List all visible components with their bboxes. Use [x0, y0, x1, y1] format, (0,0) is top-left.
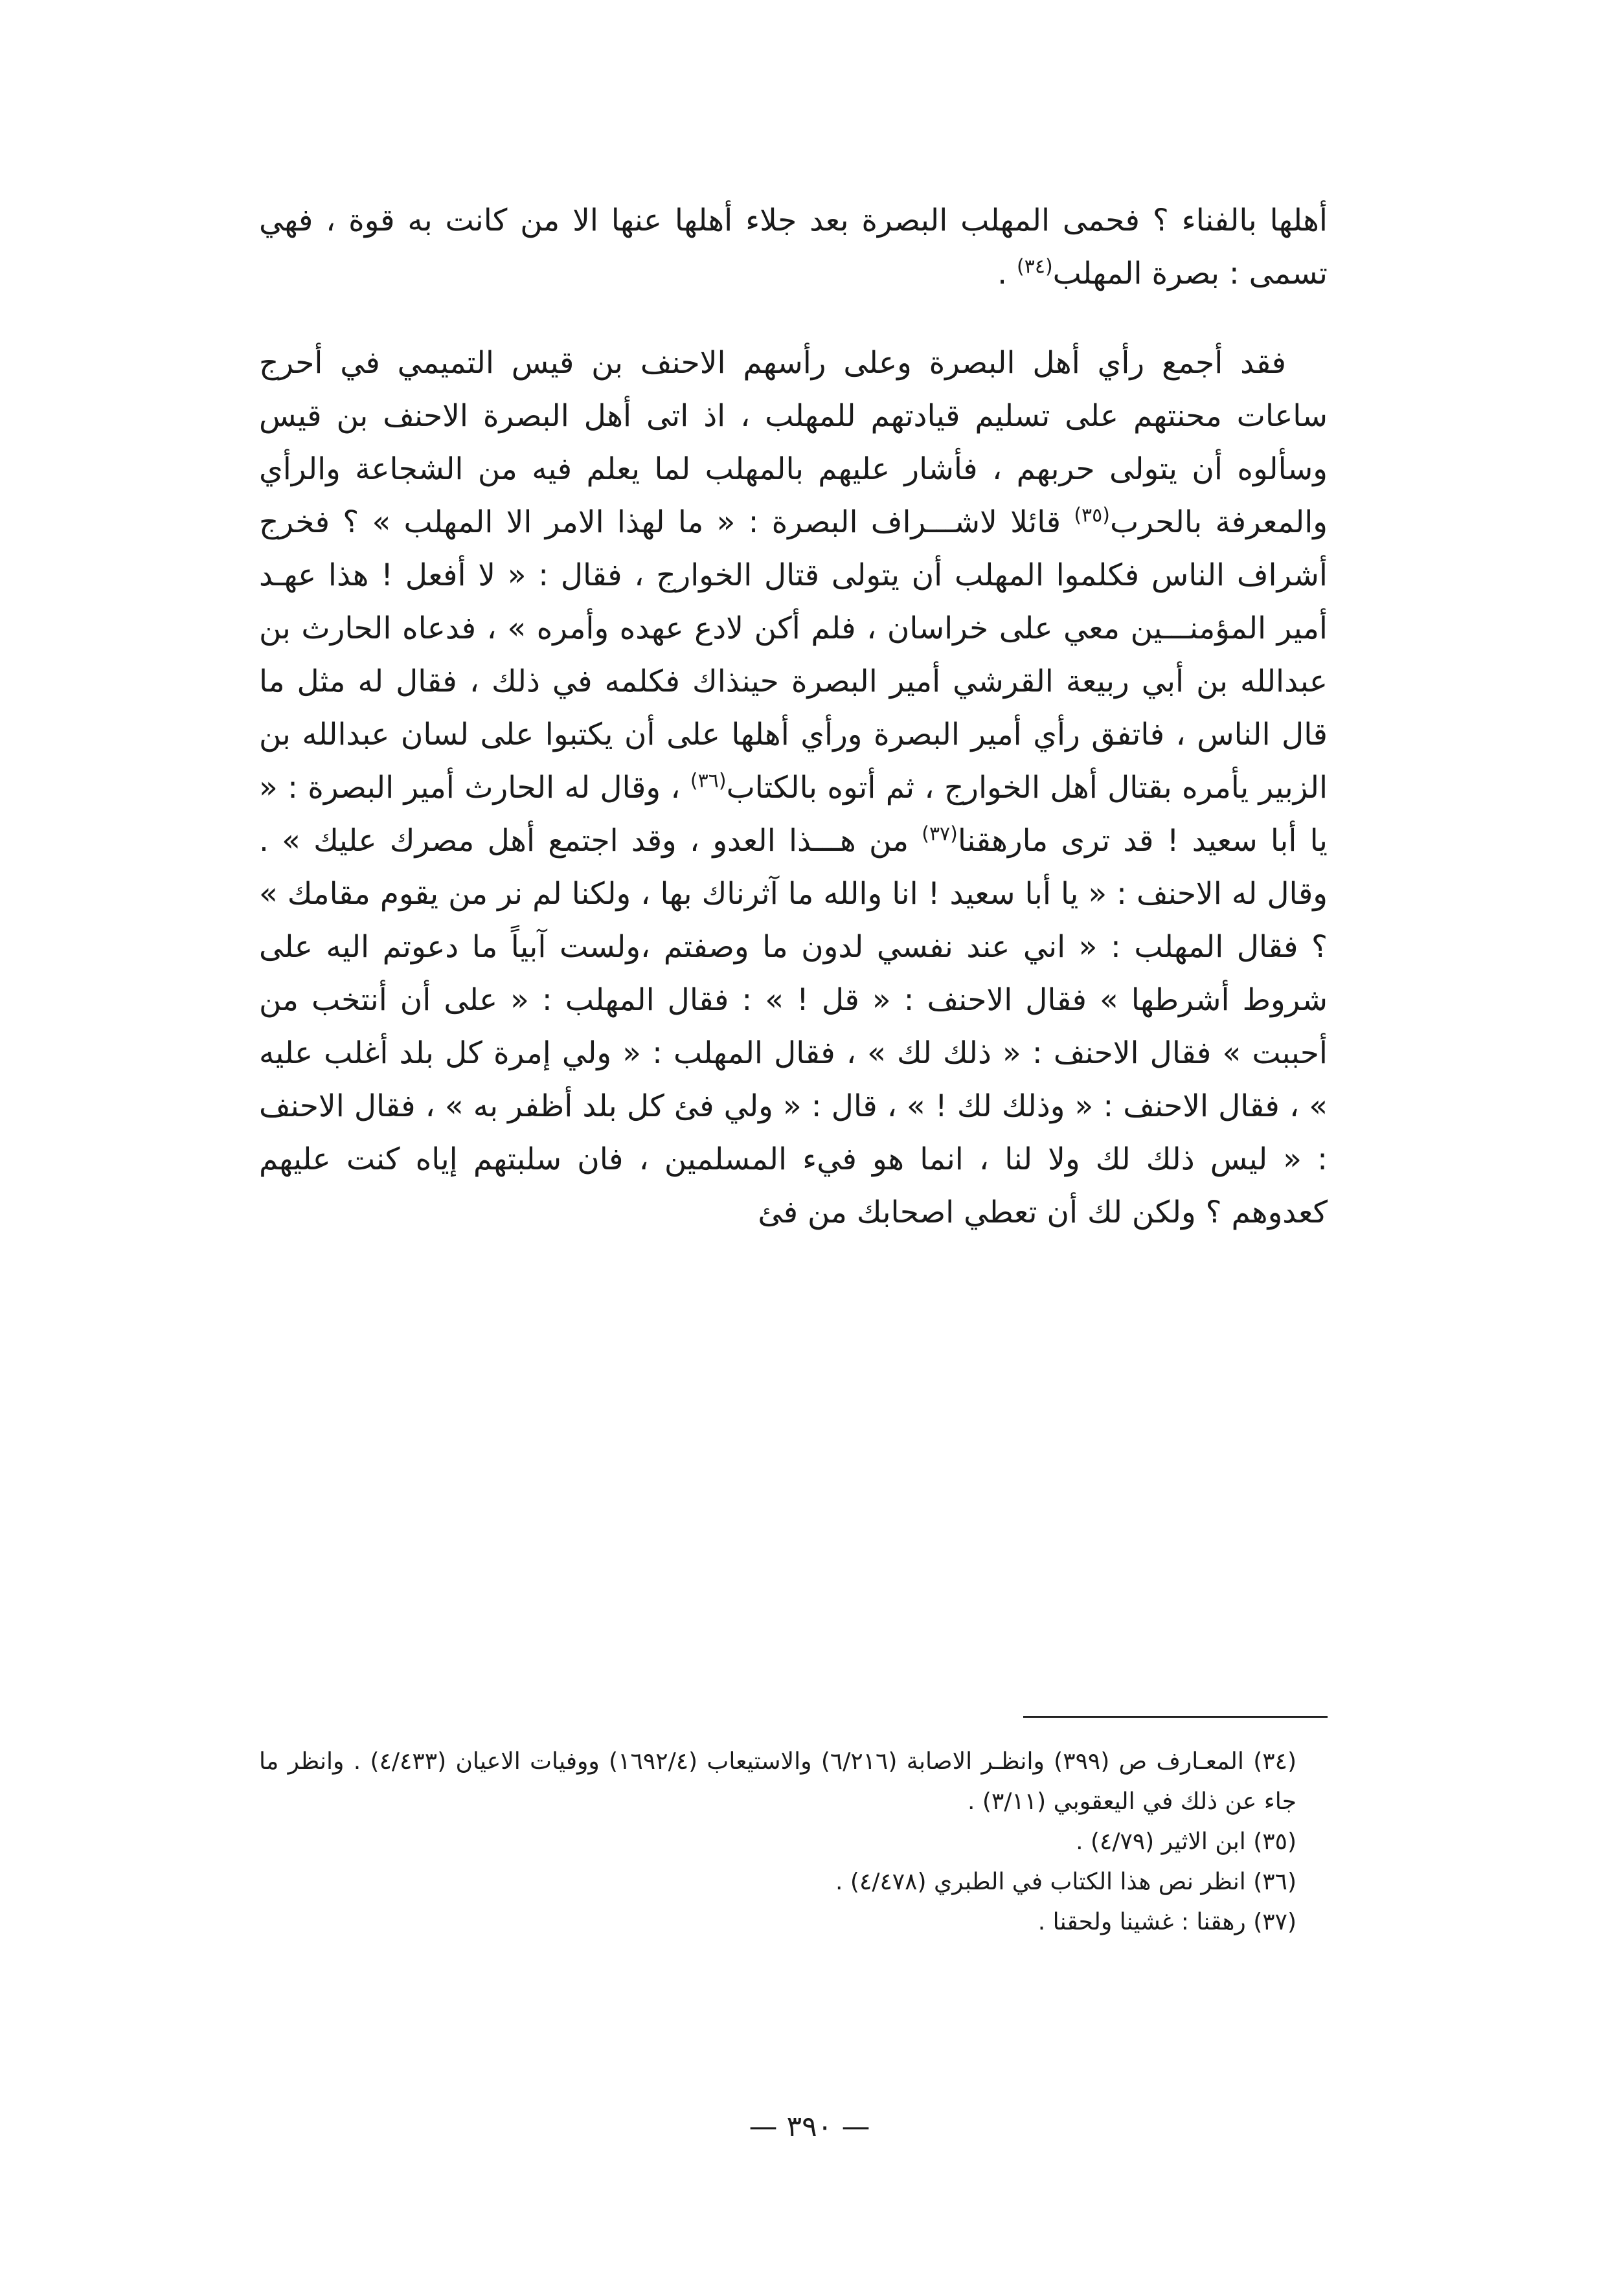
paragraph-text-segment: فقد أجمع رأي أهل البصرة وعلى رأسهم الاحنف بن قيس التميمي في أحرج ساعات محنتهم على تسليم قيادتهم للمهلب ، اذ اتى أهل البصرة الاحنف بن قيس وسألوه أن يتولى حربهم ، فأشار عليهم بالمهلب لما يعلم فيه من الشجاعة والرأي والمعرفة بالحرب [259, 345, 1328, 540]
footnotes [259, 1742, 1328, 1942]
footnote-ref-36[interactable]: (٣٦) [690, 769, 727, 793]
paragraph-text-segment: قائلا لاشـــراف البصرة : « ما لهذا الامر الا المهلب » ؟ فخرج أشراف الناس فكلموا المهلب أن يتولى قتال الخوارج ، فقال : « لا أفعل ! هذا عهـد أمير المؤمنـــين معي على خراسان ، فلم أكن لادع عهده وأمره » ، فدعاه الحارث بن عبدالله بن أبي ربيعة القرشي أمير البصرة حينذاك فكلمه في ذلك ، فقال له مثل ما قال الناس ، فاتفق رأي أمير البصرة ورأي أهلها على أن يكتبوا على لسان عبدالله بن الزبير يأمره بقتال أهل الخوارج ، ثم أتوه بالكتاب [259, 504, 1328, 805]
footnote-37: (٣٧) رهقنا : غشينا ولحقنا . [1037, 1909, 1296, 1935]
body-paragraph-2 [259, 337, 1328, 1239]
footnote-35: (٣٥) ابن الاثير (٤/٧٩) . [1076, 1829, 1296, 1855]
footnote-34: (٣٤) المعـارف ص (٣٩٩) وانظـر الاصابة (٦/٢١٦) والاستيعاب (١٦٩٢/٤) ووفيات الاعيان (٤/٤٣٣) . وانظر ما جاء عن ذلك في اليعقوبي (٣/١١) . [259, 1748, 1297, 1815]
paragraph-text: أهلها بالفناء ؟ فحمى المهلب البصرة بعد جلاء أهلها عنها الا من كانت به قوة ، فهي تسمى : بصرة المهلب [259, 203, 1328, 291]
paragraph-text-segment: من هـــذا العدو ، وقد اجتمع أهل مصرك عليك » . وقال له الاحنف : « يا أبا سعيد ! انا والله ما آثرناك بها ، ولكنا لم نر من يقوم مقامك » ؟ فقال المهلب : « اني عند نفسي لدون ما وصفتم ،ولست آبياً ما دعوتم اليه على شروط أشرطها » فقال الاحنف : « قل ! » : فقال المهلب : « على أن أنتخب من أحببت » فقال الاحنف : « ذلك لك » ، فقال المهلب : « ولي إمرة كل بلد أغلب عليه » ، فقال الاحنف : « وذلك لك ! » ، قال : « ولي فئ كل بلد أظفر به » ، فقال الاحنف : « ليس ذلك لك ولا لنا ، انما هو فيء المسلمين ، فان سلبتهم إياه كنت عليهم كعدوهم ؟ ولكن لك أن تعطي اصحابك من فئ [259, 823, 1328, 1230]
footnote-divider [1023, 1716, 1328, 1718]
footnote-ref-34[interactable]: (٣٤) [1016, 255, 1053, 278]
body-paragraph-1 [259, 194, 1328, 300]
footnote-ref-35[interactable]: (٣٥) [1074, 504, 1110, 527]
paragraph-text-segment: ، وقال له الحارث أمير البصرة : « يا أبا سعيد ! قد ترى مارهقنا [259, 770, 1328, 859]
footnote-ref-37[interactable]: (٣٧) [922, 822, 958, 846]
paragraph-end: . [997, 256, 1017, 291]
page-number: — ٣٩٠ — [749, 2110, 870, 2143]
main-text [259, 194, 1328, 1239]
footnote-36: (٣٦) انظر نص هذا الكتاب في الطبري (٤/٤٧٨) . [835, 1869, 1296, 1895]
